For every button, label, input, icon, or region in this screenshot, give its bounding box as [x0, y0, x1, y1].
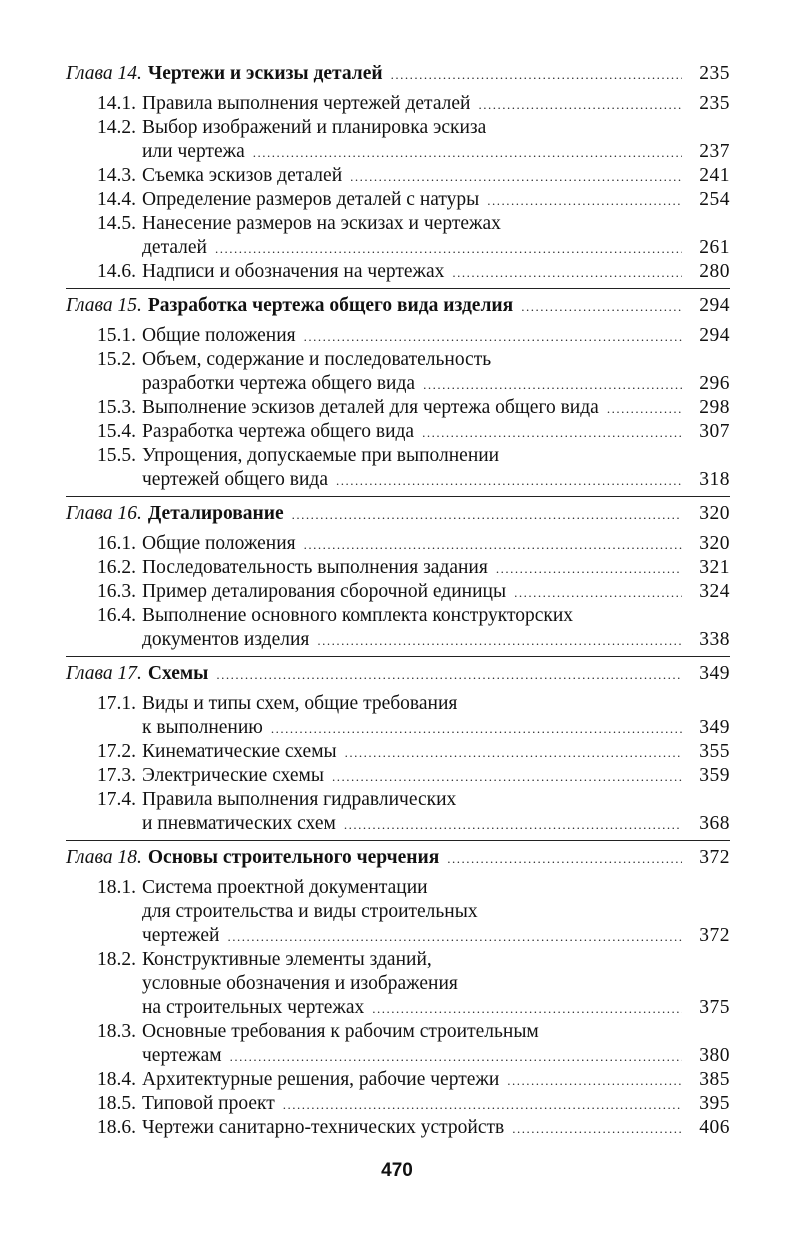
section-page-number: 349 — [699, 717, 730, 738]
section-page-number: 321 — [699, 557, 730, 578]
section-number: 18.2. — [97, 949, 136, 970]
section-entry[interactable] — [66, 1068, 730, 1092]
section-line — [66, 140, 730, 164]
section-number: 17.2. — [97, 741, 136, 762]
section-number: 14.5. — [97, 213, 136, 234]
chapter-title: Схемы — [147, 663, 209, 684]
section-title: Архитектурные решения, рабочие чертежи — [142, 1069, 500, 1090]
chapter-label — [66, 846, 142, 870]
chapter-number: 17. — [117, 663, 142, 684]
dot-leader — [423, 373, 682, 397]
section-line — [66, 212, 730, 236]
dot-leader — [507, 1069, 682, 1093]
page-number: 470 — [381, 1160, 413, 1181]
section-line — [66, 1116, 730, 1140]
chapter-word: Глава — [66, 663, 113, 684]
dot-leader — [487, 189, 682, 213]
section-page-number: 296 — [699, 373, 730, 394]
section-title: Разработка чертежа общего вида — [142, 421, 415, 442]
section-page-number: 324 — [699, 581, 730, 602]
section-number: 18.5. — [97, 1093, 136, 1114]
section-entry[interactable] — [66, 532, 730, 556]
section-entry[interactable] — [66, 764, 730, 788]
section-entry[interactable] — [66, 420, 730, 444]
section-title: Надписи и обозначения на чертежах — [142, 261, 445, 282]
section-entry[interactable] — [66, 604, 730, 652]
section-line — [66, 876, 730, 900]
section-number: 18.6. — [97, 1117, 136, 1138]
chapter-block — [66, 502, 730, 657]
dot-leader — [230, 1045, 682, 1069]
dot-leader — [336, 469, 682, 493]
chapter-title: Основы строительного черчения — [147, 847, 440, 868]
section-title: Съемка эскизов деталей — [142, 165, 343, 186]
chapter-word: Глава — [66, 63, 113, 84]
dot-leader — [304, 325, 682, 349]
section-number: 18.4. — [97, 1069, 136, 1090]
section-line — [66, 236, 730, 260]
section-title: Общие положения — [142, 533, 296, 554]
section-page-number: 372 — [699, 925, 730, 946]
table-of-contents — [66, 62, 730, 1149]
dot-leader — [350, 165, 682, 189]
section-number: 18.3. — [97, 1021, 136, 1042]
dot-leader — [372, 997, 682, 1021]
section-number: 15.1. — [97, 325, 136, 346]
section-line — [66, 396, 730, 420]
section-line — [66, 628, 730, 652]
section-title: Правила выполнения гидравлических — [142, 789, 457, 810]
dot-leader — [317, 629, 682, 653]
dot-leader — [253, 141, 682, 165]
section-page-number: 235 — [699, 93, 730, 114]
section-title: документов изделия — [142, 629, 310, 650]
section-page-number: 375 — [699, 997, 730, 1018]
chapter-number: 16. — [117, 503, 142, 524]
section-page-number: 307 — [699, 421, 730, 442]
chapter-block — [66, 846, 730, 1144]
section-number: 15.3. — [97, 397, 136, 418]
section-number: 15.4. — [97, 421, 136, 442]
dot-leader — [521, 295, 682, 319]
section-line — [66, 260, 730, 284]
section-entry[interactable] — [66, 324, 730, 348]
section-line — [66, 444, 730, 468]
section-line — [66, 116, 730, 140]
section-page-number: 395 — [699, 1093, 730, 1114]
section-title: Выбор изображений и планировка эскиза — [142, 117, 487, 138]
section-title: Нанесение размеров на эскизах и чертежах — [142, 213, 501, 234]
section-line — [66, 788, 730, 812]
chapter-heading[interactable] — [66, 662, 730, 686]
section-number: 14.3. — [97, 165, 136, 186]
section-entry[interactable] — [66, 1116, 730, 1140]
chapter-title: Деталирование — [147, 503, 284, 524]
chapter-page-number: 294 — [699, 295, 730, 316]
dot-leader — [216, 663, 682, 687]
section-title: и пневматических схем — [142, 813, 336, 834]
chapter-label — [66, 502, 142, 526]
chapter-block — [66, 62, 730, 289]
section-page-number: 294 — [699, 325, 730, 346]
section-entry[interactable] — [66, 396, 730, 420]
section-entry[interactable] — [66, 116, 730, 164]
section-title: Последовательность выполнения задания — [142, 557, 488, 578]
section-page-number: 241 — [699, 165, 730, 186]
dot-leader — [304, 533, 682, 557]
dot-leader — [344, 813, 682, 837]
section-title: чертежей общего вида — [142, 469, 329, 490]
chapter-page-number: 372 — [699, 847, 730, 868]
section-number: 14.4. — [97, 189, 136, 210]
section-title: Определение размеров деталей с натуры — [142, 189, 480, 210]
section-title: Чертежи санитарно-технических устройств — [142, 1117, 505, 1138]
section-line — [66, 972, 730, 996]
section-title: Объем, содержание и последовательность — [142, 349, 492, 370]
dot-leader — [478, 93, 682, 117]
section-page-number: 237 — [699, 141, 730, 162]
dot-leader — [227, 925, 682, 949]
section-title: к выполнению — [142, 717, 263, 738]
section-entry[interactable] — [66, 740, 730, 764]
section-title: Конструктивные элементы зданий, — [142, 949, 432, 970]
section-entry[interactable] — [66, 212, 730, 260]
chapter-word: Глава — [66, 503, 113, 524]
chapter-number: 14. — [117, 63, 142, 84]
section-page-number: 380 — [699, 1045, 730, 1066]
section-line — [66, 948, 730, 972]
section-entry[interactable] — [66, 92, 730, 116]
section-line — [66, 188, 730, 212]
section-title: Основные требования к рабочим строительным — [142, 1021, 539, 1042]
dot-leader — [512, 1117, 682, 1141]
section-title: условные обозначения и изображения — [142, 973, 458, 994]
chapter-word: Глава — [66, 847, 113, 868]
chapter-block — [66, 662, 730, 841]
chapter-heading[interactable] — [66, 62, 730, 86]
section-number: 18.1. — [97, 877, 136, 898]
chapter-page-number: 320 — [699, 503, 730, 524]
section-entry[interactable] — [66, 556, 730, 580]
section-title: деталей — [142, 237, 207, 258]
chapter-number: 15. — [117, 295, 142, 316]
dot-leader — [452, 261, 682, 285]
chapter-page-number: 349 — [699, 663, 730, 684]
section-number: 14.1. — [97, 93, 136, 114]
section-page-number: 261 — [699, 237, 730, 258]
section-line — [66, 532, 730, 556]
section-title: для строительства и виды строительных — [142, 901, 478, 922]
section-title: Кинематические схемы — [142, 741, 337, 762]
section-title: чертежей — [142, 925, 220, 946]
chapter-page-number: 235 — [699, 63, 730, 84]
section-line — [66, 1044, 730, 1068]
section-number: 15.2. — [97, 349, 136, 370]
dot-leader — [215, 237, 682, 261]
section-line — [66, 164, 730, 188]
dot-leader — [447, 847, 682, 871]
section-entry[interactable] — [66, 692, 730, 740]
section-line — [66, 580, 730, 604]
section-line — [66, 92, 730, 116]
section-number: 17.1. — [97, 693, 136, 714]
section-number: 16.3. — [97, 581, 136, 602]
section-entry[interactable] — [66, 876, 730, 948]
section-entry[interactable] — [66, 444, 730, 492]
dot-leader — [283, 1093, 682, 1117]
section-entry[interactable] — [66, 1020, 730, 1068]
section-number: 17.3. — [97, 765, 136, 786]
section-title: разработки чертежа общего вида — [142, 373, 416, 394]
section-entry[interactable] — [66, 788, 730, 836]
section-page-number: 320 — [699, 533, 730, 554]
section-page-number: 338 — [699, 629, 730, 650]
chapter-word: Глава — [66, 295, 113, 316]
section-title: Система проектной документации — [142, 877, 428, 898]
section-number: 17.4. — [97, 789, 136, 810]
chapter-number: 18. — [117, 847, 142, 868]
dot-leader — [514, 581, 682, 605]
section-title: Упрощения, допускаемые при выполнении — [142, 445, 500, 466]
section-line — [66, 348, 730, 372]
section-title: на строительных чертежах — [142, 997, 365, 1018]
section-title: чертежам — [142, 1045, 222, 1066]
section-entry[interactable] — [66, 580, 730, 604]
dot-leader — [422, 421, 682, 445]
dot-leader — [391, 63, 682, 87]
section-title: Общие положения — [142, 325, 296, 346]
section-line — [66, 1092, 730, 1116]
chapter-label — [66, 662, 142, 686]
section-title: Типовой проект — [142, 1093, 275, 1114]
dot-leader — [607, 397, 682, 421]
section-page-number: 280 — [699, 261, 730, 282]
section-line — [66, 996, 730, 1020]
section-number: 15.5. — [97, 445, 136, 466]
section-page-number: 406 — [699, 1117, 730, 1138]
section-page-number: 359 — [699, 765, 730, 786]
section-line — [66, 812, 730, 836]
section-entry[interactable] — [66, 164, 730, 188]
section-line — [66, 1068, 730, 1092]
dot-leader — [271, 717, 682, 741]
section-line — [66, 764, 730, 788]
section-line — [66, 556, 730, 580]
section-line — [66, 692, 730, 716]
dot-leader — [292, 503, 682, 527]
dot-leader — [496, 557, 682, 581]
section-line — [66, 900, 730, 924]
chapter-label — [66, 62, 142, 86]
section-page-number: 298 — [699, 397, 730, 418]
section-line — [66, 324, 730, 348]
section-title: Виды и типы схем, общие требования — [142, 693, 458, 714]
section-title: Выполнение эскизов деталей для чертежа общего вида — [142, 397, 599, 418]
section-title: Пример деталирования сборочной единицы — [142, 581, 507, 602]
chapter-block — [66, 294, 730, 497]
section-page-number: 254 — [699, 189, 730, 210]
chapter-title: Разработка чертежа общего вида изделия — [147, 295, 514, 316]
section-number: 16.1. — [97, 533, 136, 554]
section-entry[interactable] — [66, 348, 730, 396]
chapter-label — [66, 294, 142, 318]
section-title: Выполнение основного комплекта конструкторских — [142, 605, 574, 626]
section-line — [66, 924, 730, 948]
section-page-number: 355 — [699, 741, 730, 762]
dot-leader — [345, 741, 682, 765]
section-line — [66, 604, 730, 628]
section-line — [66, 372, 730, 396]
section-entry[interactable] — [66, 948, 730, 1020]
section-line — [66, 1020, 730, 1044]
section-page-number: 318 — [699, 469, 730, 490]
chapter-heading[interactable] — [66, 502, 730, 526]
section-title: Электрические схемы — [142, 765, 324, 786]
section-page-number: 368 — [699, 813, 730, 834]
section-line — [66, 420, 730, 444]
chapter-title: Чертежи и эскизы деталей — [147, 63, 383, 84]
chapter-heading[interactable] — [66, 846, 730, 870]
section-entry[interactable] — [66, 1092, 730, 1116]
section-line — [66, 740, 730, 764]
section-title: Правила выполнения чертежей деталей — [142, 93, 471, 114]
chapter-heading[interactable] — [66, 294, 730, 318]
dot-leader — [332, 765, 682, 789]
section-number: 14.6. — [97, 261, 136, 282]
section-entry[interactable] — [66, 260, 730, 284]
section-entry[interactable] — [66, 188, 730, 212]
section-line — [66, 716, 730, 740]
section-number: 16.2. — [97, 557, 136, 578]
section-title: или чертежа — [142, 141, 245, 162]
section-page-number: 385 — [699, 1069, 730, 1090]
section-number: 16.4. — [97, 605, 136, 626]
section-line — [66, 468, 730, 492]
section-number: 14.2. — [97, 117, 136, 138]
